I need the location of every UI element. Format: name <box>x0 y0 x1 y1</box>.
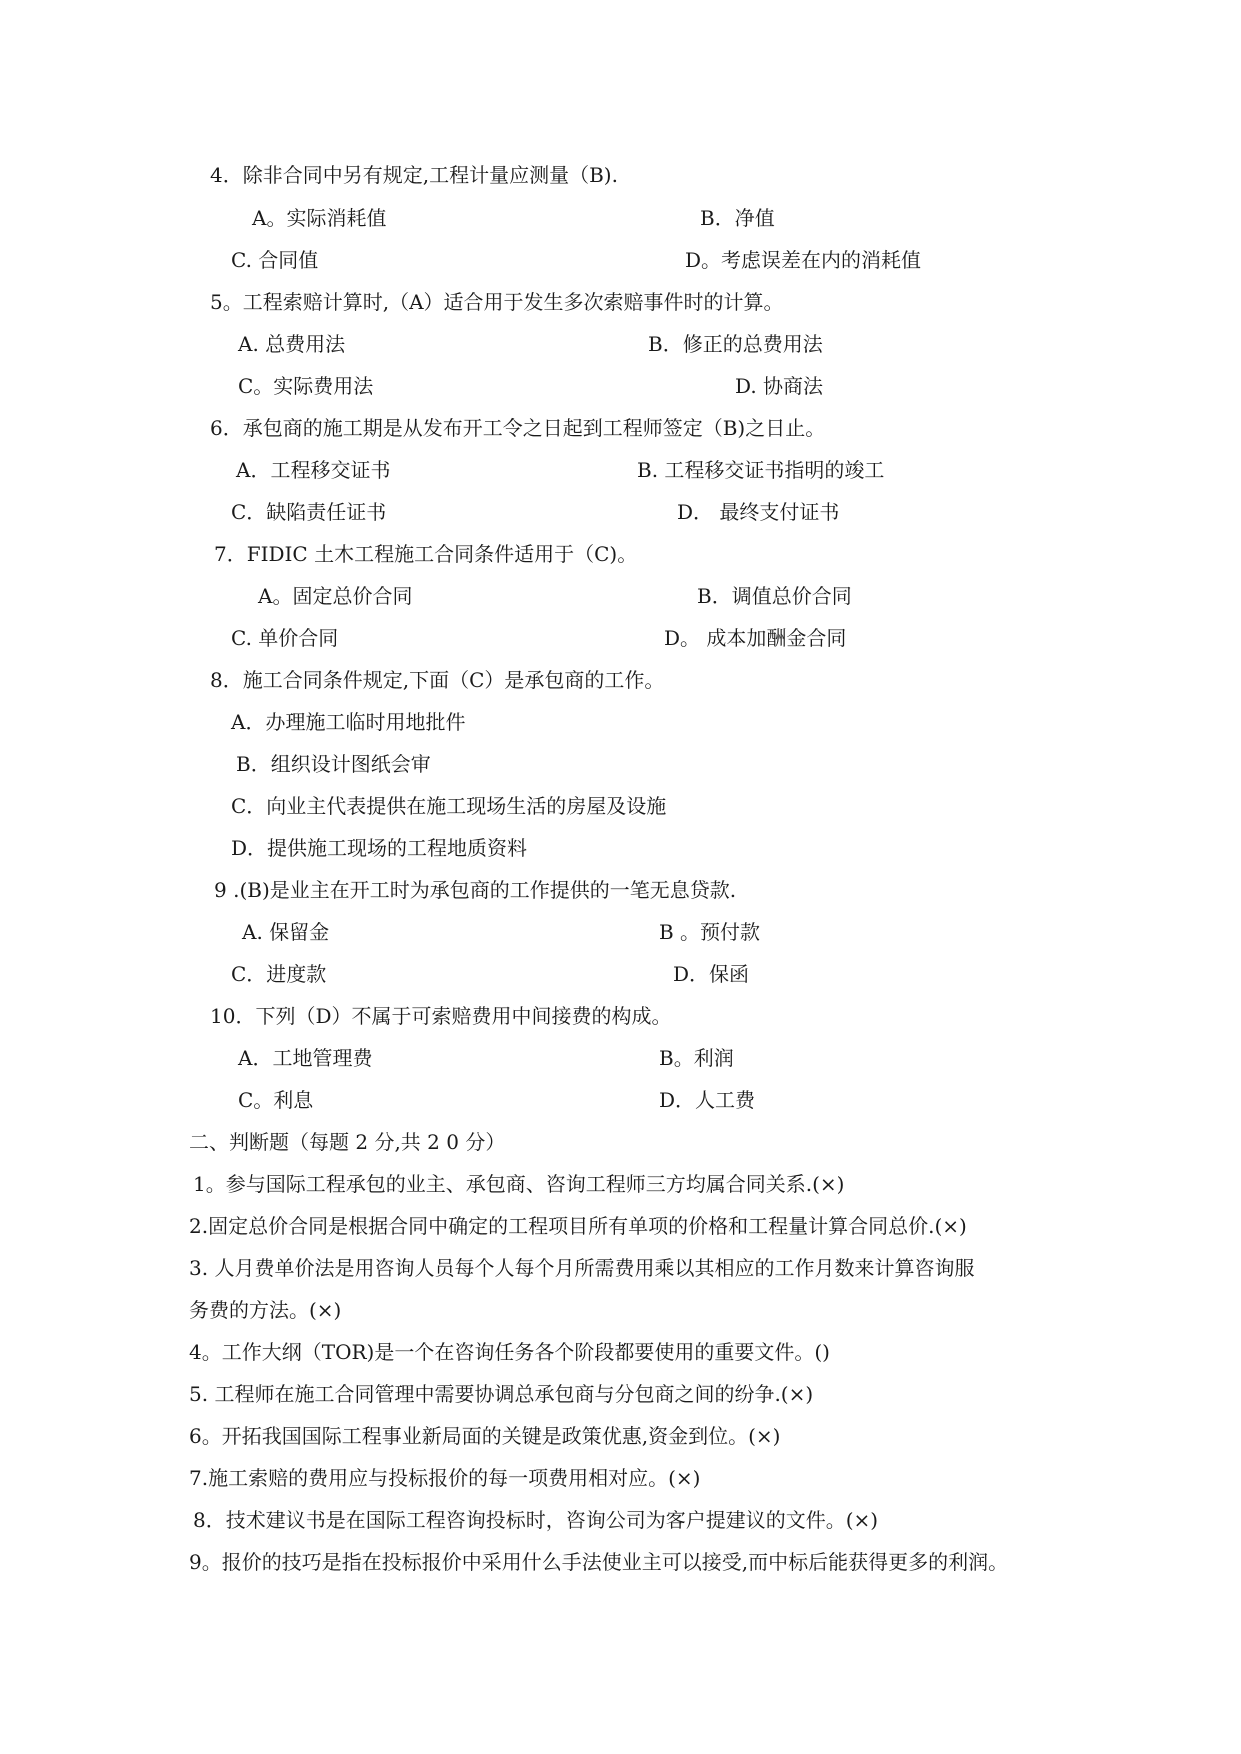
question-7-option-d: D。 成本加酬金合同 <box>664 626 847 650</box>
question-8-option-a: A．办理施工临时用地批件 <box>231 710 466 734</box>
question-5-option-c: C。实际费用法 <box>238 374 374 398</box>
question-5-option-d: D. 协商法 <box>735 374 824 398</box>
question-10-stem: 10．下列（D）不属于可索赔费用中间接费的构成。 <box>210 1004 672 1028</box>
question-8-stem: 8．施工合同条件规定,下面（C）是承包商的工作。 <box>210 668 665 692</box>
question-9-option-b: B 。预付款 <box>659 920 761 944</box>
question-10-option-d: D．人工费 <box>659 1088 756 1112</box>
question-10-option-a: A．工地管理费 <box>238 1046 373 1070</box>
judgement-item-3-continued: 务费的方法。(×) <box>189 1298 342 1322</box>
question-7-option-c: C. 单价合同 <box>231 626 339 650</box>
question-5-option-a: A. 总费用法 <box>238 332 346 356</box>
judgement-item-1: 1。参与国际工程承包的业主、承包商、咨询工程师三方均属合同关系.(×) <box>193 1172 845 1196</box>
judgement-item-4: 4。工作大纲（TOR)是一个在咨询任务各个阶段都要使用的重要文件。() <box>189 1340 830 1364</box>
judgement-item-3: 3. 人月费单价法是用咨询人员每个人每个月所需费用乘以其相应的工作月数来计算咨询服 <box>189 1256 975 1280</box>
judgement-item-8: 8．技术建议书是在国际工程咨询投标时，咨询公司为客户提建议的文件。(×) <box>193 1508 879 1532</box>
question-5-option-b: B．修正的总费用法 <box>648 332 823 356</box>
question-7-stem: 7．FIDIC 土木工程施工合同条件适用于（C)。 <box>214 542 638 566</box>
question-4-option-a: A。实际消耗值 <box>252 206 387 230</box>
question-7-option-a: A。固定总价合同 <box>258 584 413 608</box>
question-5-stem: 5。工程索赔计算时,（A）适合用于发生多次索赔事件时的计算。 <box>210 290 784 314</box>
question-9-option-c: C．进度款 <box>231 962 327 986</box>
judgement-item-6: 6。开拓我国国际工程事业新局面的关键是政策优惠,资金到位。(×) <box>189 1424 781 1448</box>
question-10-option-b: B。利润 <box>659 1046 734 1070</box>
question-9-stem: 9 .(B)是业主在开工时为承包商的工作提供的一笔无息贷款. <box>214 878 737 902</box>
judgement-item-5: 5. 工程师在施工合同管理中需要协调总承包商与分包商之间的纷争.(×) <box>189 1382 814 1406</box>
section-heading: 二、判断题（每题 2 分,共 2 0 分） <box>189 1130 506 1154</box>
question-6-option-d: D． 最终支付证书 <box>677 500 840 524</box>
question-8-option-b: B．组织设计图纸会审 <box>236 752 431 776</box>
question-9-option-d: D．保函 <box>673 962 750 986</box>
question-8-option-d: D．提供施工现场的工程地质资料 <box>231 836 528 860</box>
question-6-option-b: B. 工程移交证书指明的竣工 <box>637 458 885 482</box>
question-4-option-d: D。考虑误差在内的消耗值 <box>685 248 922 272</box>
question-8-option-c: C．向业主代表提供在施工现场生活的房屋及设施 <box>231 794 667 818</box>
judgement-item-7: 7.施工索赔的费用应与投标报价的每一项费用相对应。(×) <box>189 1466 701 1490</box>
question-4-option-c: C. 合同值 <box>231 248 319 272</box>
question-10-option-c: C。利息 <box>238 1088 314 1112</box>
question-6-option-c: C．缺陷责任证书 <box>231 500 387 524</box>
question-9-option-a: A. 保留金 <box>242 920 330 944</box>
question-4-option-b: B．净值 <box>700 206 775 230</box>
question-6-stem: 6．承包商的施工期是从发布开工令之日起到工程师签定（B)之日止。 <box>210 416 826 440</box>
judgement-item-2: 2.固定总价合同是根据合同中确定的工程项目所有单项的价格和工程量计算合同总价.(×) <box>189 1214 967 1238</box>
question-6-option-a: A．工程移交证书 <box>236 458 391 482</box>
question-7-option-b: B．调值总价合同 <box>697 584 852 608</box>
judgement-item-9: 9。报价的技巧是指在投标报价中采用什么手法使业主可以接受,而中标后能获得更多的利润。 <box>189 1550 1009 1574</box>
question-4-stem: 4．除非合同中另有规定,工程计量应测量（B). <box>210 163 618 187</box>
